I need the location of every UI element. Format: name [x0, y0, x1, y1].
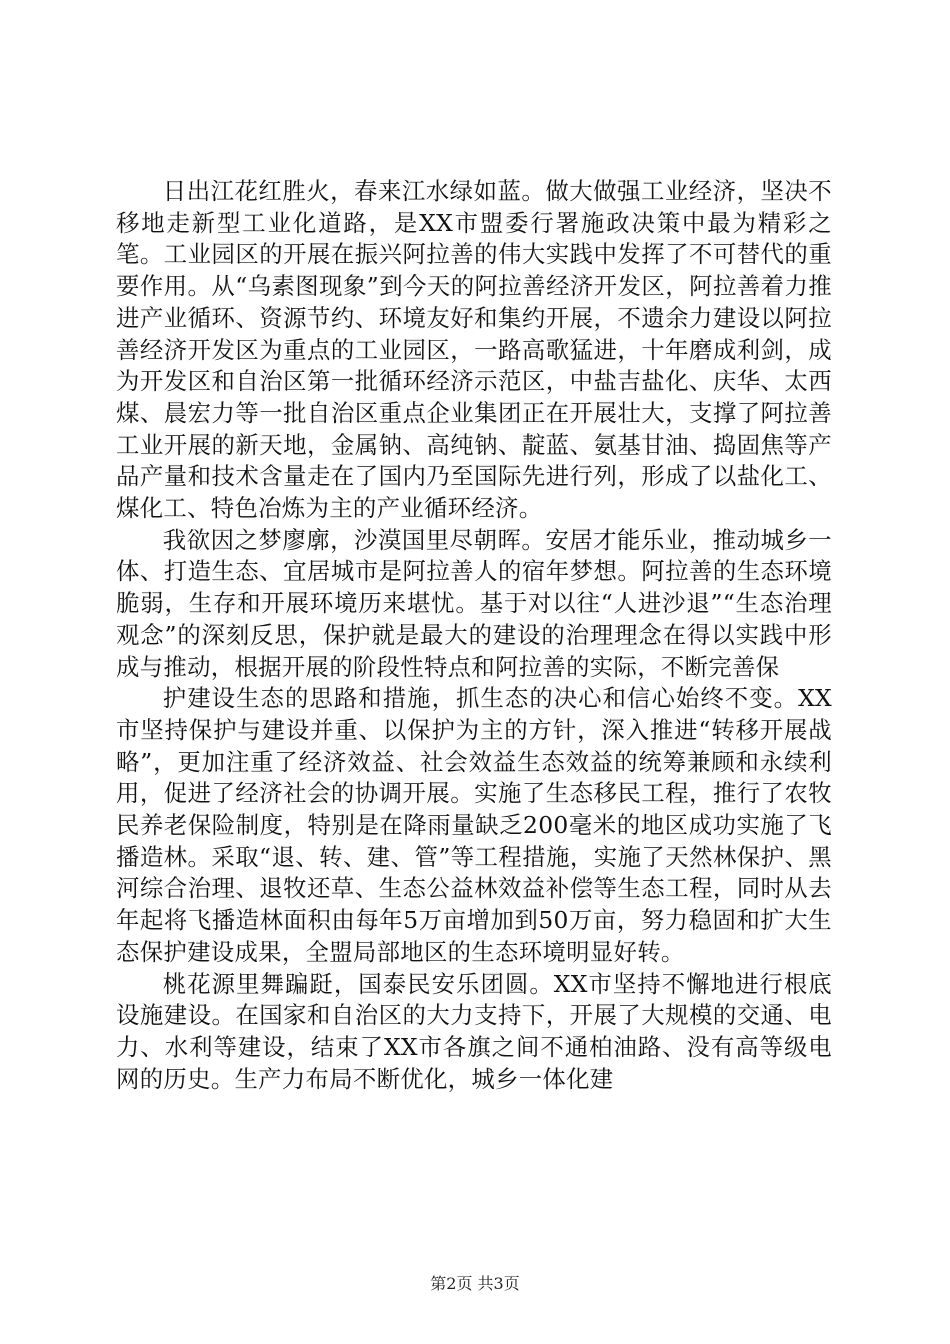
- paragraph-infrastructure: 桃花源里舞蹁跹，国泰民安乐团圆。XX市坚持不懈地进行根底设施建设。在国家和自治区的大力支持下，开展了大规模的交通、电力、水利等建设，结束了XX市各旗之间不通柏油路、没有高等级电网的历史。生产力布局不断优化，城乡一体化建: [116, 969, 832, 1093]
- paragraph-industry: 日出江花红胜火，春来江水绿如蓝。做大做强工业经济，坚决不移地走新型工业化道路，是XX市盟委行署施政决策中最为精彩之笔。工业园区的开展在振兴阿拉善的伟大实践中发挥了不可替代的重要作用。从“乌素图现象”到今天的阿拉善经济开发区，阿拉善着力推进产业循环、资源节约、环境友好和集约开展，不遗余力建设以阿拉善经济开发区为重点的工业园区，一路高歌猛进，十年磨成利剑，成为开发区和自治区第一批循环经济示范区，中盐吉盐化、庆华、太西煤、晨宏力等一批自治区重点企业集团正在开展壮大，支撑了阿拉善工业开展的新天地，金属钠、高纯钠、靛蓝、氨基甘油、捣固焦等产品产量和技术含量走在了国内乃至国际先进行列，形成了以盐化工、煤化工、特色冶炼为主的产业循环经济。: [116, 177, 832, 523]
- paragraph-protection: 护建设生态的思路和措施，抓生态的决心和信心始终不变。XX市坚持保护与建设并重、以保护为主的方针，深入推进“转移开展战略”，更加注重了经济效益、社会效益生态效益的统筹兼顾和永续利用，促进了经济社会的协调开展。实施了生态移民工程，推行了农牧民养老保险制度，特别是在降雨量缺乏200毫米的地区成功实施了飞播造林。采取“退、转、建、管”等工程措施，实施了天然林保护、黑河综合治理、退牧还草、生态公益林效益补偿等生态工程，同时从去年起将飞播造林面积由每年5万亩增加到50万亩，努力稳固和扩大生态保护建设成果，全盟局部地区的生态环境明显好转。: [116, 684, 832, 966]
- paragraph-ecology: 我欲因之梦廖廓，沙漠国里尽朝晖。安居才能乐业，推动城乡一体、打造生态、宜居城市是阿拉善人的宿年梦想。阿拉善的生态环境脆弱，生存和开展环境历来堪忧。基于对以往“人进沙退”“生态治理观念”的深刻反思，保护就是最大的建设的治理理念在得以实践中形成与推动，根据开展的阶段性特点和阿拉善的实际，不断完善保: [116, 525, 832, 681]
- page-number-footer: 第2页 共3页: [430, 1274, 520, 1293]
- document-body: [116, 176, 832, 1095]
